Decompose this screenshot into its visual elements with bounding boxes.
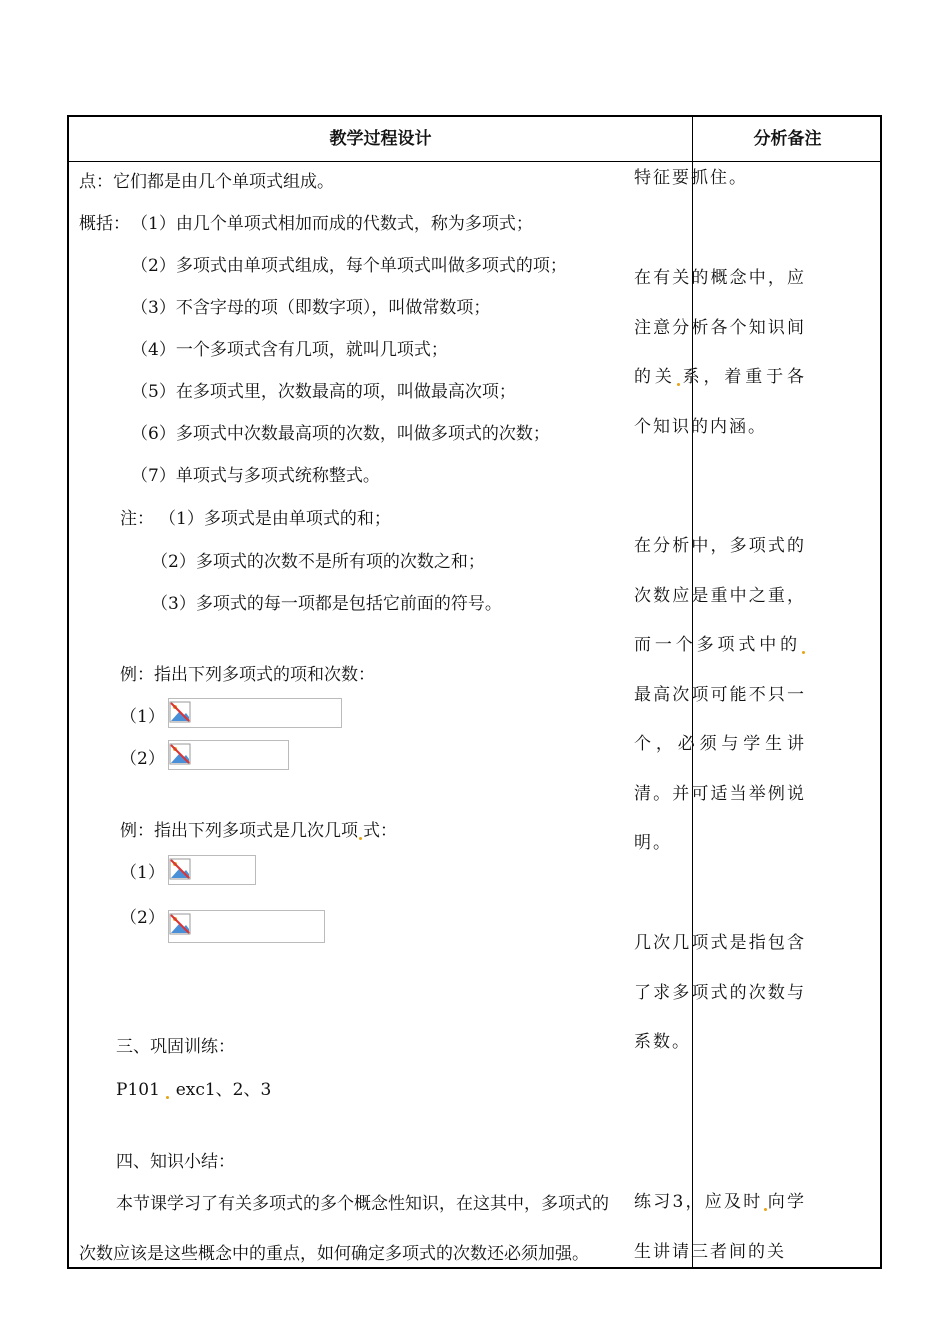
broken-image-icon [169, 743, 191, 765]
summary-line: 次数应该是这些概念中的重点，如何确定多项式的次数还必须加强。 [79, 1244, 589, 1264]
note-item: （1）多项式是由单项式的和； [159, 509, 391, 529]
note-features: 特征要抓住。 [634, 168, 748, 188]
concept-item: （6）多项式中次数最高项的次数，叫做多项式的次数； [131, 424, 550, 444]
mark-dot [764, 1208, 767, 1211]
summary-label: 概括： [79, 214, 130, 234]
broken-image-icon [169, 701, 191, 723]
formula-image [168, 855, 256, 885]
summary-line: 本节课学习了有关多项式的多个概念性知识，在这其中，多项式的 [116, 1194, 609, 1214]
formula-image [168, 910, 325, 943]
note-degree: 在分析中，多项式的次数应是重中之重，而一个多项式中的最高次项可能不只一个，必须与学生讲清。并可适当举例说明。 [634, 536, 806, 853]
concept-item: （5）在多项式里，次数最高的项，叫做最高次项； [131, 382, 516, 402]
exercise-reference: P101 exc1、2、3 [116, 1080, 272, 1100]
mark-dot [166, 1096, 169, 1099]
notes-label: 注： [120, 509, 154, 529]
concept-item: （7）单项式与多项式统称整式。 [131, 466, 380, 486]
concept-item: （2）多项式由单项式组成，每个单项式叫做多项式的项； [131, 256, 567, 276]
mark-dot [802, 651, 805, 654]
broken-image-icon [169, 913, 191, 935]
header-teaching-process: 教学过程设计 [329, 129, 432, 149]
example2-index: （1） [120, 863, 165, 883]
header-analysis-notes: 分析备注 [753, 129, 822, 149]
note-degree-terms: 几次几项式是指包含了求多项式的次数与系数。 [634, 933, 806, 1052]
intro-line: 点：它们都是由几个单项式组成。 [79, 172, 334, 192]
example1-index: （2） [120, 749, 165, 769]
mark-dot [677, 383, 680, 386]
note-exercise: 练习3，应及时 向学生讲请三者间的关 [634, 1192, 806, 1262]
example2-index: （2） [120, 908, 165, 928]
example1-title: 例：指出下列多项式的项和次数： [120, 665, 375, 685]
concept-item: （3）不含字母的项（即数字项），叫做常数项； [131, 298, 491, 318]
concept-item: （1）由几个单项式相加而成的代数式，称为多项式； [131, 214, 533, 234]
formula-image [168, 698, 342, 728]
note-item: （3）多项式的每一项都是包括它前面的符号。 [151, 594, 502, 614]
example2-title: 例：指出下列多项式是几次几项 式： [120, 821, 397, 841]
concept-item: （4）一个多项式含有几项，就叫几项式； [131, 340, 448, 360]
note-item: （2）多项式的次数不是所有项的次数之和； [151, 552, 485, 572]
note-concepts: 在有关的概念中，应注意分析各个知识间的关 系，着重于各个知识的内涵。 [634, 268, 806, 437]
example1-index: （1） [120, 707, 165, 727]
formula-image [168, 740, 289, 770]
section-summary: 四、知识小结： [116, 1152, 235, 1172]
mark-dot [359, 837, 362, 840]
broken-image-icon [169, 858, 191, 880]
section-consolidation: 三、巩固训练： [116, 1037, 235, 1057]
